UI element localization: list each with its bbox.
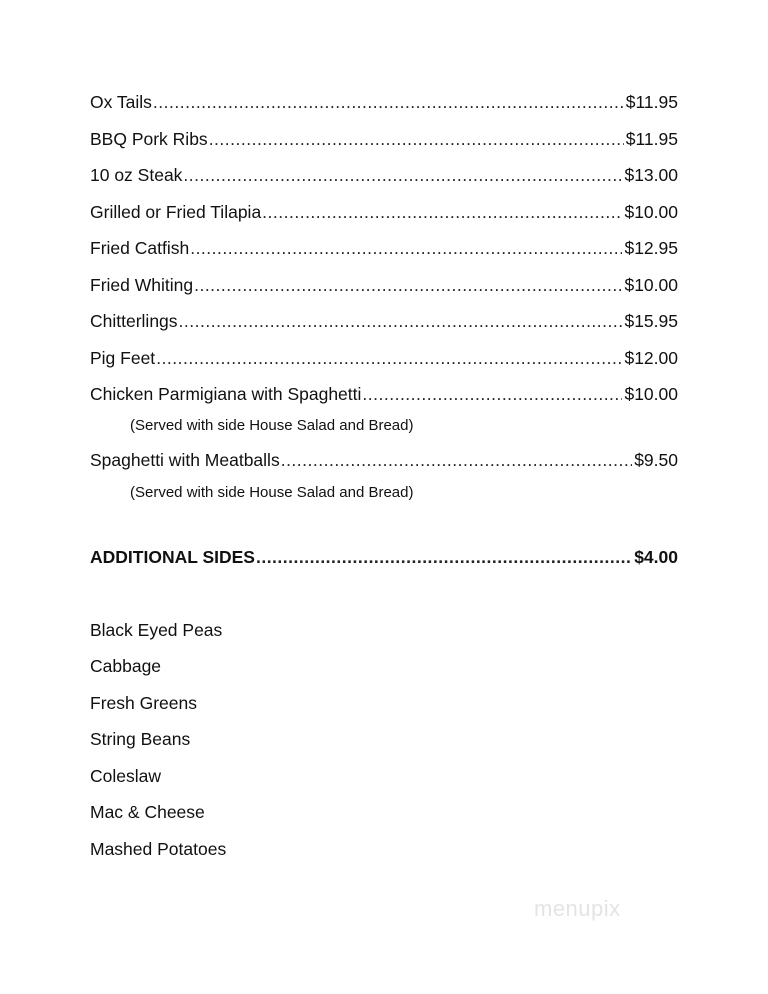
menu-item-bbq-pork-ribs [90, 127, 678, 164]
item-name: Pig Feet [90, 347, 156, 368]
menu-item-fried-catfish [90, 236, 678, 273]
item-name: Fried Catfish [90, 238, 190, 258]
menu-item-pig-feet [90, 346, 678, 383]
side-item: Coleslaw [90, 765, 161, 786]
item-note: (Served with side House Salad and Bread) [130, 416, 414, 434]
dot-leader [262, 200, 622, 225]
item-price: $12.95 [624, 238, 678, 258]
dot-leader [156, 346, 622, 371]
dot-leader [179, 309, 623, 334]
item-price: $12.00 [624, 347, 678, 368]
item-price: $13.00 [624, 165, 678, 185]
menu-item-steak [90, 163, 678, 200]
menu-item-chitterlings [90, 309, 678, 346]
side-item: Cabbage [90, 656, 162, 676]
side-item: Black Eyed Peas [90, 619, 223, 640]
item-name: Grilled or Fried Tilapia [90, 201, 262, 222]
dot-leader [256, 545, 632, 570]
item-name: 10 oz Steak [90, 165, 183, 185]
item-name: Fried Whiting [90, 274, 194, 295]
side-item: Mac & Cheese [90, 802, 205, 822]
dot-leader [194, 273, 622, 298]
item-name: BBQ Pork Ribs [90, 128, 208, 149]
menu-page [90, 90, 678, 873]
item-name: Spaghetti with Meatballs [90, 449, 280, 470]
sides-list [90, 618, 678, 874]
menu-item-tilapia [90, 200, 678, 237]
section-title: ADDITIONAL SIDES [90, 547, 255, 567]
dot-leader [209, 127, 624, 152]
dot-leader [362, 382, 622, 407]
item-price: $10.00 [624, 384, 678, 404]
dot-leader [281, 448, 633, 473]
additional-sides-heading [90, 545, 678, 582]
side-item: Fresh Greens [90, 692, 197, 713]
menu-item-chicken-parmigiana [90, 382, 678, 419]
dot-leader [183, 163, 622, 188]
menu-item-spaghetti-meatballs [90, 448, 678, 485]
item-name: Chicken Parmigiana with Spaghetti [90, 384, 362, 404]
item-price: $10.00 [624, 201, 678, 222]
menu-item-ox-tails [90, 90, 678, 127]
item-price: $11.95 [625, 128, 678, 149]
item-price: $9.50 [634, 449, 678, 470]
item-note: (Served with side House Salad and Bread) [130, 484, 414, 501]
item-name: Ox Tails [90, 92, 152, 112]
side-item: Mashed Potatoes [90, 838, 227, 859]
menu-item-fried-whiting [90, 273, 678, 310]
item-price: $15.95 [624, 311, 678, 331]
watermark-logo: menupix [534, 896, 621, 921]
dot-leader [190, 236, 622, 261]
item-price: $10.00 [624, 274, 678, 295]
dot-leader [153, 90, 624, 115]
side-item: String Beans [90, 729, 191, 749]
item-name: Chitterlings [90, 311, 178, 331]
item-price: $11.95 [625, 92, 678, 112]
section-price: $4.00 [634, 547, 678, 567]
